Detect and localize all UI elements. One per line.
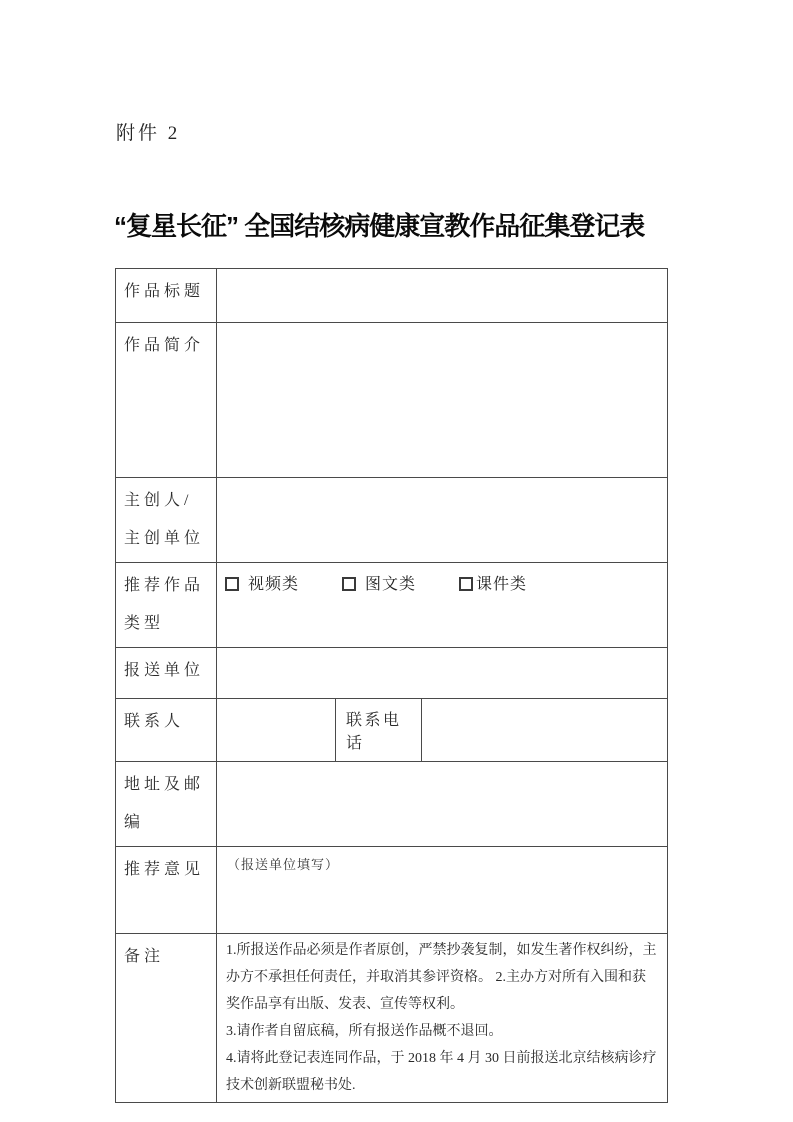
option-graphic-label: 图文类 <box>365 576 417 593</box>
address-value-cell <box>217 762 668 847</box>
creator-label: 主创人/主创单位 <box>116 478 217 563</box>
contact-phone-value-cell <box>422 699 668 762</box>
remarks-content-cell <box>217 934 668 1103</box>
address-label: 地址及邮编 <box>116 762 217 847</box>
remarks-line-2: 3.请作者自留底稿，所有报送作品概不退回。 <box>226 1024 503 1039</box>
recommendation-label: 推荐意见 <box>116 847 217 934</box>
option-graphic <box>342 571 416 594</box>
work-type-options-cell <box>217 563 668 648</box>
contact-phone-label: 联系电话 <box>336 699 422 762</box>
row-work-intro <box>116 323 668 478</box>
checkbox-graphic-icon <box>342 577 356 591</box>
row-contact <box>116 699 668 762</box>
remarks-line-3: 4.请将此登记表连同作品，于 2018 年 4 月 30 日前报送北京结核病诊疗技术创新联盟秘书处. <box>226 1051 657 1093</box>
contact-name-value-cell <box>217 699 336 762</box>
work-type-label: 推荐作品类型 <box>116 563 217 648</box>
submit-unit-label: 报送单位 <box>116 648 217 699</box>
remarks-label: 备注 <box>116 934 217 1103</box>
row-work-type <box>116 563 668 648</box>
work-intro-value-cell <box>217 323 668 478</box>
registration-table <box>115 268 668 1103</box>
row-creator <box>116 478 668 563</box>
work-intro-label: 作品简介 <box>116 323 217 478</box>
recommendation-hint: （报送单位填写） <box>217 847 668 934</box>
option-courseware-label: 课件类 <box>476 576 528 593</box>
work-title-value-cell <box>217 269 668 323</box>
row-recommendation <box>116 847 668 934</box>
contact-name-label: 联系人 <box>116 699 217 762</box>
remarks-line-1: 1.所报送作品必须是作者原创，严禁抄袭复制，如发生著作权纠纷，主办方不承担任何责任，并取消其参评资格。 2.主办方对所有入围和获奖作品享有出版、发表、宣传等权利。 <box>226 943 657 1012</box>
row-remarks <box>116 934 668 1103</box>
checkbox-video-icon <box>225 577 239 591</box>
checkbox-courseware-icon <box>459 577 473 591</box>
submit-unit-value-cell <box>217 648 668 699</box>
row-submit-unit <box>116 648 668 699</box>
attachment-label: 附件 2 <box>116 123 181 144</box>
row-work-title <box>116 269 668 323</box>
option-video <box>225 571 299 594</box>
option-video-label: 视频类 <box>248 576 300 593</box>
work-title-label: 作品标题 <box>116 269 217 323</box>
option-courseware <box>459 571 527 594</box>
row-address <box>116 762 668 847</box>
document-title: “复星长征” 全国结核病健康宣教作品征集登记表 <box>114 211 645 241</box>
creator-value-cell <box>217 478 668 563</box>
